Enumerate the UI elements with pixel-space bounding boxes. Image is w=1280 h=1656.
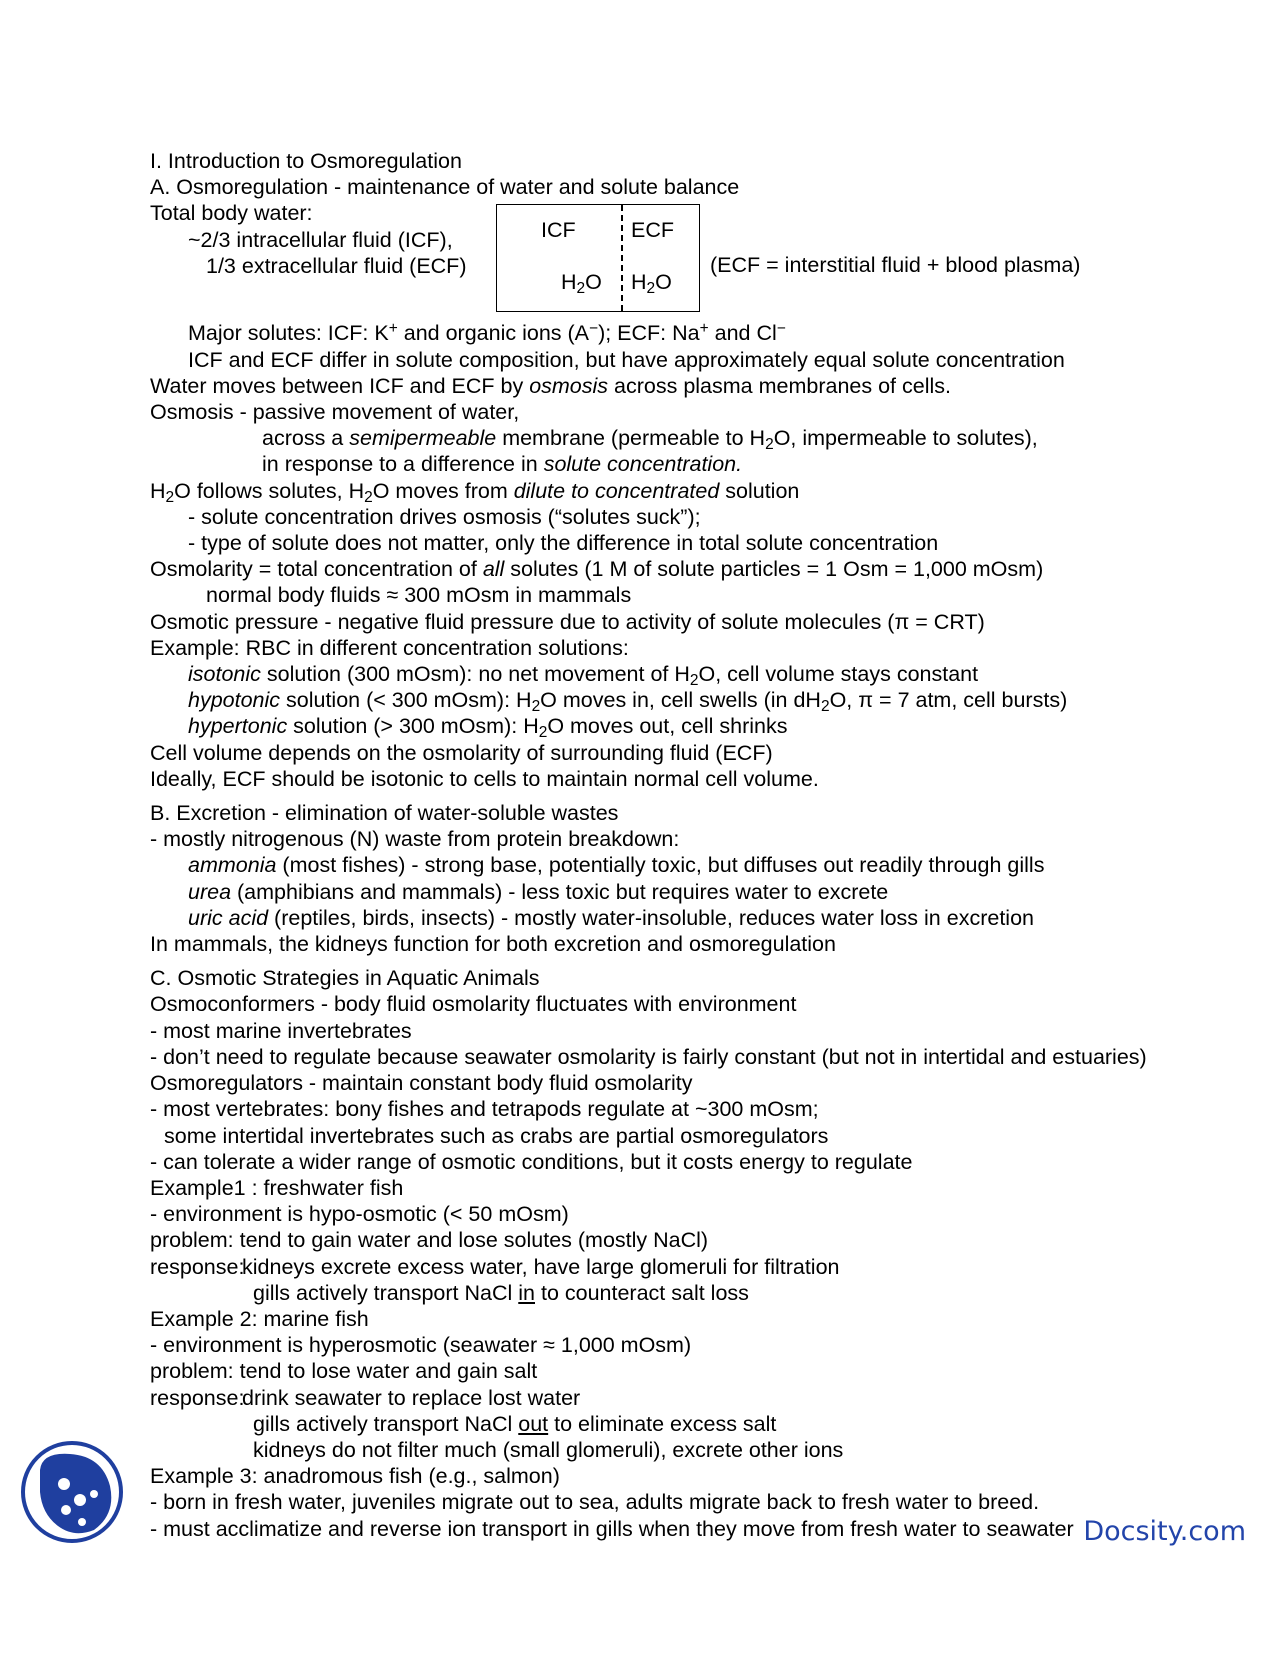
example2-response-1: [150, 1385, 1250, 1411]
solute-drives: - solute concentration drives osmosis (“solutes suck”);: [188, 504, 701, 529]
can-tolerate: - can tolerate a wider range of osmotic conditions, but it costs energy to regulate: [150, 1149, 913, 1174]
response-label-2: response:: [150, 1385, 245, 1410]
water-moves: Water moves between ICF and ECF by osmosis across plasma membranes of cells.: [150, 373, 951, 398]
example1-heading: Example1 : freshwater fish: [150, 1175, 404, 1200]
cell-volume: Cell volume depends on the osmolarity of surrounding fluid (ECF): [150, 740, 773, 765]
osmoconformers: Osmoconformers - body fluid osmolarity fluctuates with environment: [150, 992, 797, 1017]
docsity-logo-icon: [20, 1440, 124, 1544]
fluid-compartment-block: [150, 200, 1250, 312]
some-intertidal: some intertidal invertebrates such as crabs are partial osmoregulators: [164, 1123, 829, 1148]
icf-box-label: ICF: [541, 218, 576, 243]
nitrogenous-waste: - mostly nitrogenous (N) waste from protein breakdown:: [150, 827, 680, 852]
response-label: response:: [150, 1254, 245, 1279]
icf-ecf-differ: ICF and ECF differ in solute composition, but have approximately equal solute concentration: [188, 347, 1065, 372]
example2-env: - environment is hyperosmotic (seawater ≈ 1,000 mOsm): [150, 1333, 692, 1358]
hypertonic-line: hypertonic solution (> 300 mOsm): $H_2O$ moves out, cell shrinks: [188, 714, 788, 742]
marine-invertebrates: - most marine invertebrates: [150, 1018, 412, 1043]
example2-response-2: gills actively transport NaCl out to eliminate excess salt: [253, 1411, 777, 1436]
icf-ecf-diagram: [496, 204, 700, 312]
example2-response-text-1: drink seawater to replace lost water: [242, 1385, 581, 1410]
example1-response-1: [150, 1254, 1250, 1280]
example1-response-2: gills actively transport NaCl in to counteract salt loss: [253, 1280, 749, 1305]
doc-title: I. Introduction to Osmoregulation: [150, 149, 462, 173]
example3-born: - born in fresh water, juveniles migrate out to sea, adults migrate back to fresh water to breed.: [150, 1490, 1040, 1515]
document-page: [150, 148, 1250, 1542]
osmosis-definition: Osmosis - passive movement of water,: [150, 400, 520, 425]
normal-fluids: normal body fluids ≈ 300 mOsm in mammals: [206, 583, 632, 608]
dont-need-regulate: - don’t need to regulate because seawater osmolarity is fairly constant (but not in intertidal and estuaries): [150, 1044, 1147, 1069]
solute-type: - type of solute does not matter, only the difference in total solute concentration: [188, 531, 939, 556]
osmosis-across: across a semipermeable membrane (permeable to $H_2O$, impermeable to solutes),: [262, 426, 1038, 454]
example2-problem: problem: tend to lose water and gain salt: [150, 1359, 538, 1384]
docsity-watermark[interactable]: Docsity.com: [1083, 1516, 1246, 1547]
most-vertebrates: - most vertebrates: bony fishes and tetrapods regulate at ~300 mOsm;: [150, 1097, 819, 1122]
h2o-follows: $H_2O$ follows solutes, $H_2O$ moves from dilute to concentrated solution: [150, 478, 800, 506]
total-water-label: Total body water:: [150, 201, 313, 226]
ammonia-line: ammonia (most fishes) - strong base, potentially toxic, but diffuses out readily through gills: [188, 853, 1045, 878]
ideally-line: Ideally, ECF should be isotonic to cells to maintain normal cell volume.: [150, 766, 819, 791]
hypotonic-line: hypotonic solution (< 300 mOsm): $H_2O$ moves in, cell swells (in $dH_2O$, π = 7 atm, cell bursts): [188, 688, 1068, 716]
example1-response-text-1: kidneys excrete excess water, have large glomeruli for filtration: [242, 1254, 840, 1279]
osmotic-pressure: Osmotic pressure - negative fluid pressure due to activity of solute molecules (π = CRT): [150, 609, 985, 634]
example2-heading: Example 2: marine fish: [150, 1306, 369, 1331]
h2o-left-label: $H_2O$: [561, 270, 602, 298]
example2-response-3: kidneys do not filter much (small glomeruli), excrete other ions: [253, 1437, 844, 1462]
ecf-fraction: 1/3 extracellular fluid (ECF): [206, 253, 467, 278]
major-solutes: Major solutes: ICF: K+ and organic ions (A−); ECF: Na+ and Cl−: [188, 320, 786, 346]
membrane-divider: [621, 205, 623, 311]
osmoregulators: Osmoregulators - maintain constant body fluid osmolarity: [150, 1071, 693, 1096]
example1-env: - environment is hypo-osmotic (< 50 mOsm): [150, 1202, 569, 1227]
section-a-heading: A. Osmoregulation - maintenance of water and solute balance: [150, 175, 740, 200]
osmosis-response: in response to a difference in solute concentration.: [262, 452, 743, 477]
urea-line: urea (amphibians and mammals) - less toxic but requires water to excrete: [188, 879, 889, 904]
kidneys-both: In mammals, the kidneys function for both excretion and osmoregulation: [150, 932, 836, 957]
example1-problem: problem: tend to gain water and lose solutes (mostly NaCl): [150, 1228, 709, 1253]
uric-acid-line: uric acid (reptiles, birds, insects) - mostly water-insoluble, reduces water loss in excretion: [188, 905, 1034, 930]
isotonic-line: isotonic solution (300 mOsm): no net movement of $H_2O$, cell volume stays constant: [188, 662, 979, 689]
example3-must: - must acclimatize and reverse ion transport in gills when they move from fresh water to seawater: [150, 1516, 1074, 1541]
h2o-right-label: $H_2O$: [631, 270, 672, 298]
ecf-note: (ECF = interstitial fluid + blood plasma): [710, 253, 1081, 278]
section-c-heading: C. Osmotic Strategies in Aquatic Animals: [150, 966, 540, 991]
osmolarity: Osmolarity = total concentration of all solutes (1 M of solute particles = 1 Osm = 1,000 mOsm): [150, 557, 1044, 582]
section-b-heading: B. Excretion - elimination of water-soluble wastes: [150, 801, 619, 826]
example3-heading: Example 3: anadromous fish (e.g., salmon): [150, 1464, 560, 1489]
example-rbc: Example: RBC in different concentration solutions:: [150, 635, 629, 660]
ecf-box-label: ECF: [631, 218, 674, 243]
icf-fraction: ~2/3 intracellular fluid (ICF),: [188, 227, 453, 252]
